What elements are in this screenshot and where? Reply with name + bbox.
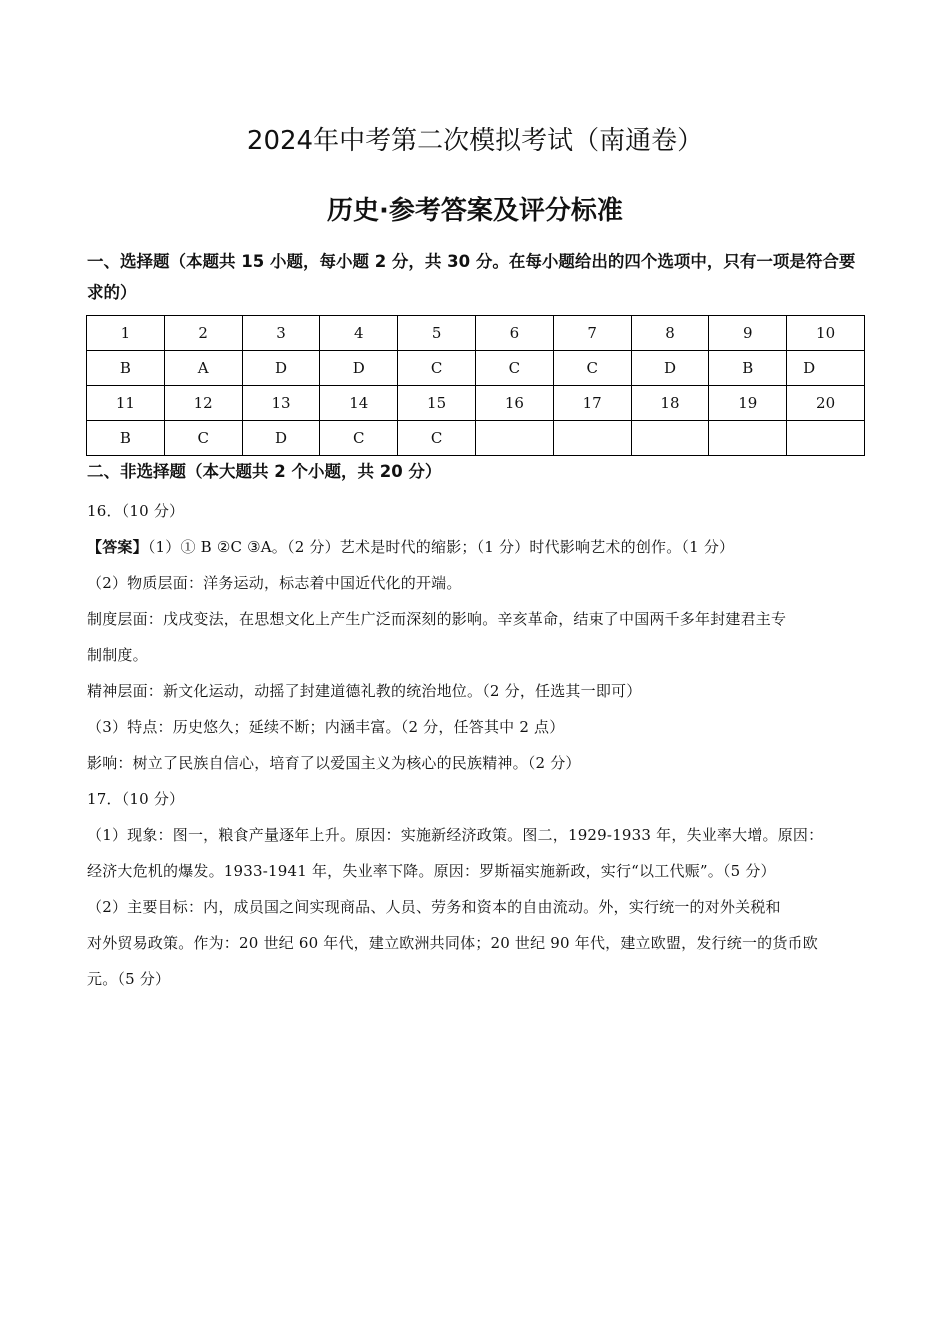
q16-line-3: 制度层面：戊戌变法，在思想文化上产生广泛而深刻的影响。辛亥革命，结束了中国两千多年封建君主专 bbox=[87, 610, 787, 628]
answer-table-cell bbox=[787, 421, 865, 456]
q16-header: 16．（10 分） bbox=[87, 502, 185, 520]
answer-table-cell: 5 bbox=[398, 316, 476, 351]
q17-header: 17．（10 分） bbox=[87, 790, 185, 808]
answer-table-cell: 15 bbox=[398, 386, 476, 421]
answer-table-row bbox=[87, 421, 865, 456]
answer-table-cell: C bbox=[553, 351, 631, 386]
answer-table-cell: 12 bbox=[164, 386, 242, 421]
q17-line-3: （2）主要目标：内，成员国之间实现商品、人员、劳务和资本的自由流动。外，实行统一的对外关税和 bbox=[87, 898, 781, 916]
answer-table-row bbox=[87, 316, 865, 351]
answer-tag: 【答案】 bbox=[87, 538, 148, 556]
answer-table-cell: 16 bbox=[475, 386, 553, 421]
answer-table-cell: 10 bbox=[787, 316, 865, 351]
answer-table-cell bbox=[631, 421, 709, 456]
answer-table-cell: B bbox=[87, 351, 165, 386]
q17-line-4: 对外贸易政策。作为：20 世纪 60 年代，建立欧洲共同体；20 世纪 90 年代，建立欧盟，发行统一的货币欧 bbox=[87, 934, 818, 952]
answer-table-cell: 17 bbox=[553, 386, 631, 421]
answer-table-cell: 13 bbox=[242, 386, 320, 421]
answer-table-cell: C bbox=[164, 421, 242, 456]
answer-table-cell: C bbox=[398, 421, 476, 456]
answer-table-cell: 11 bbox=[87, 386, 165, 421]
answer-table-cell: C bbox=[475, 351, 553, 386]
answer-table bbox=[86, 315, 865, 456]
answer-table-cell: D bbox=[242, 351, 320, 386]
answer-table-cell: 1 bbox=[87, 316, 165, 351]
q16-line-7: 影响：树立了民族自信心，培育了以爱国主义为核心的民族精神。（2 分） bbox=[87, 754, 581, 772]
answer-table-row bbox=[87, 351, 865, 386]
section2-heading: 二、非选择题（本大题共 2 个小题，共 20 分） bbox=[87, 462, 442, 481]
answer-table-cell: 14 bbox=[320, 386, 398, 421]
answer-table-cell: 2 bbox=[164, 316, 242, 351]
document-subtitle: 历史·参考答案及评分标准 bbox=[327, 196, 623, 226]
answer-table-cell: B bbox=[709, 351, 787, 386]
section1-heading: 一、选择题（本题共 15 小题，每小题 2 分，共 30 分。在每小题给出的四个选项中，只有一项是符合要求的） bbox=[87, 252, 856, 302]
answer-table-cell: 19 bbox=[709, 386, 787, 421]
answer-table-cell bbox=[709, 421, 787, 456]
answer-table-cell: 4 bbox=[320, 316, 398, 351]
answer-table-cell: B bbox=[87, 421, 165, 456]
answer-table-cell: D bbox=[787, 351, 865, 386]
q17-line-1: （1）现象：图一，粮食产量逐年上升。原因：实施新经济政策。图二，1929-1933 年，失业率大增。原因： bbox=[87, 826, 824, 844]
answer-table-cell bbox=[553, 421, 631, 456]
answer-table-cell: 7 bbox=[553, 316, 631, 351]
answer-table-cell bbox=[475, 421, 553, 456]
answer-table-cell: C bbox=[320, 421, 398, 456]
answer-table-cell: C bbox=[398, 351, 476, 386]
q16-line-4: 制制度。 bbox=[87, 646, 148, 664]
q17-line-5: 元。（5 分） bbox=[87, 970, 171, 988]
document-title: 2024年中考第二次模拟考试（南通卷） bbox=[246, 126, 704, 156]
answer-table-cell: 6 bbox=[475, 316, 553, 351]
answer-table-cell: A bbox=[164, 351, 242, 386]
answer-table-cell: 3 bbox=[242, 316, 320, 351]
answer-table-cell: 18 bbox=[631, 386, 709, 421]
answer-table-cell: 8 bbox=[631, 316, 709, 351]
q16-answer-line-1 bbox=[87, 536, 877, 557]
q16-line-6: （3）特点：历史悠久；延续不断；内涵丰富。（2 分，任答其中 2 点） bbox=[87, 718, 565, 736]
answer-table-row bbox=[87, 386, 865, 421]
q16-line-5: 精神层面：新文化运动，动摇了封建道德礼教的统治地位。（2 分，任选其一即可） bbox=[87, 682, 642, 700]
q17-line-2: 经济大危机的爆发。1933-1941 年，失业率下降。原因：罗斯福实施新政，实行“以工代赈”。（5 分） bbox=[87, 862, 776, 880]
answer-table-cell: D bbox=[242, 421, 320, 456]
q16-part1: （1）① B ②C ③A。（2 分）艺术是时代的缩影；（1 分）时代影响艺术的创作。（1 分） bbox=[147, 538, 735, 556]
q16-line-2: （2）物质层面：洋务运动，标志着中国近代化的开端。 bbox=[87, 574, 462, 592]
answer-table-cell: D bbox=[631, 351, 709, 386]
answer-table-cell: D bbox=[320, 351, 398, 386]
answer-table-cell: 9 bbox=[709, 316, 787, 351]
answer-table-cell: 20 bbox=[787, 386, 865, 421]
